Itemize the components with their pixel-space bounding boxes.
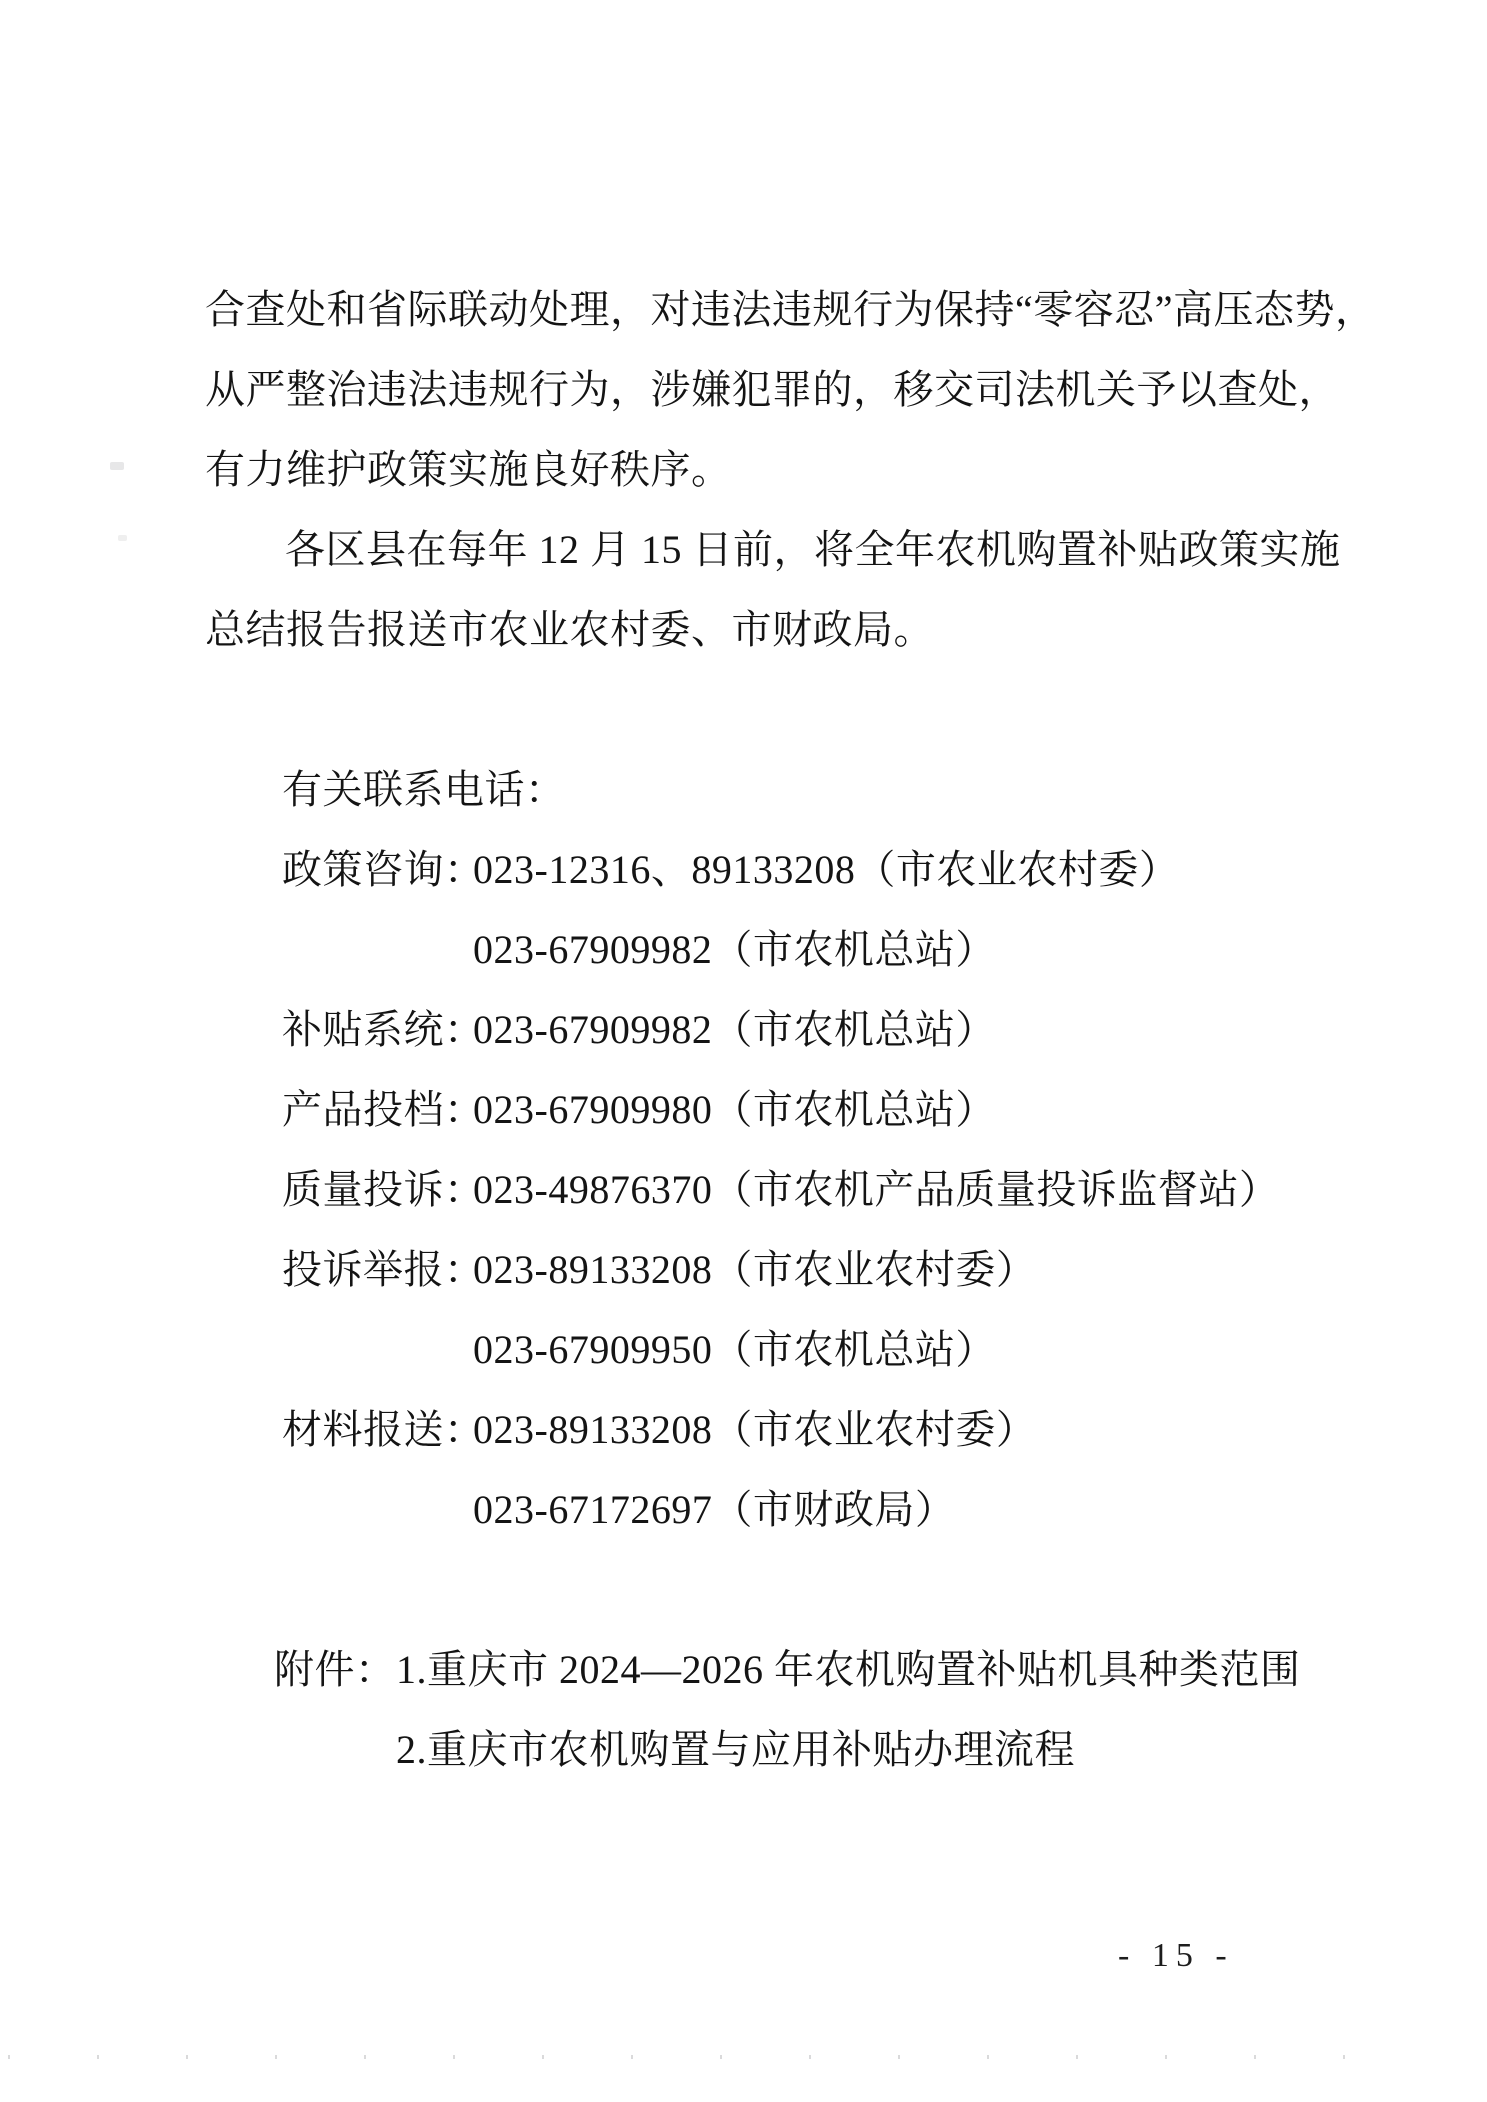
attachments-block	[274, 1630, 1330, 1790]
contact-value: 023-67909982（市农机总站）	[473, 927, 996, 972]
contact-label	[282, 1310, 473, 1390]
contact-value: 023-89133208（市农业农村委）	[473, 1247, 1037, 1292]
contact-value: 023-67172697（市财政局）	[473, 1487, 956, 1532]
paragraph-line: 各区县在每年 12 月 15 日前，将全年农机购置补贴政策实施	[285, 527, 1341, 572]
contact-label: 政策咨询：	[282, 847, 485, 892]
scan-speckle	[118, 535, 127, 541]
contact-row	[282, 910, 1330, 990]
attachment-item: 1.重庆市 2024—2026 年农机购置补贴机具种类范围	[396, 1647, 1301, 1692]
contact-label	[282, 1470, 473, 1550]
contact-label: 材料报送：	[282, 1407, 485, 1452]
scan-speckle	[110, 462, 124, 470]
contact-row	[282, 1470, 1330, 1550]
attachments-label: 附件：	[274, 1647, 396, 1692]
contact-label: 质量投诉：	[282, 1167, 485, 1212]
contact-row	[282, 990, 1330, 1070]
contact-label: 产品投档：	[282, 1087, 485, 1132]
contact-value: 023-67909980（市农机总站）	[473, 1087, 996, 1132]
contact-value: 023-89133208（市农业农村委）	[473, 1407, 1037, 1452]
paragraph-line: 从严整治违法违规行为，涉嫌犯罪的，移交司法机关予以查处，	[205, 367, 1339, 412]
attachments-list	[396, 1630, 1330, 1790]
contact-row	[282, 1070, 1330, 1150]
contact-value: 023-49876370（市农机产品质量投诉监督站）	[473, 1167, 1280, 1212]
contact-row	[282, 1150, 1330, 1230]
contact-label	[282, 910, 473, 990]
contact-row	[282, 1390, 1330, 1470]
contact-value: 023-67909982（市农机总站）	[473, 1007, 996, 1052]
contacts-heading: 有关联系电话：	[282, 767, 566, 812]
document-body	[205, 270, 1376, 1790]
page-number: - 15 -	[1118, 1937, 1234, 1974]
paragraph-line: 有力维护政策实施良好秩序。	[205, 447, 732, 492]
contact-row	[282, 830, 1330, 910]
blank-line	[205, 670, 1330, 750]
contact-row	[282, 1310, 1330, 1390]
contact-value: 023-67909950（市农机总站）	[473, 1327, 996, 1372]
contact-label: 补贴系统：	[282, 1007, 485, 1052]
contact-value: 023-12316、89133208（市农业农村委）	[473, 847, 1180, 892]
paragraph-line: 总结报告报送市农业农村委、市财政局。	[205, 607, 934, 652]
blank-line	[205, 1550, 1330, 1630]
attachment-item: 2.重庆市农机购置与应用补贴办理流程	[396, 1727, 1075, 1772]
contact-row	[282, 1230, 1330, 1310]
scan-edge-dots	[8, 2055, 1428, 2059]
paragraph-line: 合查处和省际联动处理，对违法违规行为保持“零容忍”高压态势，	[205, 287, 1376, 332]
contact-label: 投诉举报：	[282, 1247, 485, 1292]
